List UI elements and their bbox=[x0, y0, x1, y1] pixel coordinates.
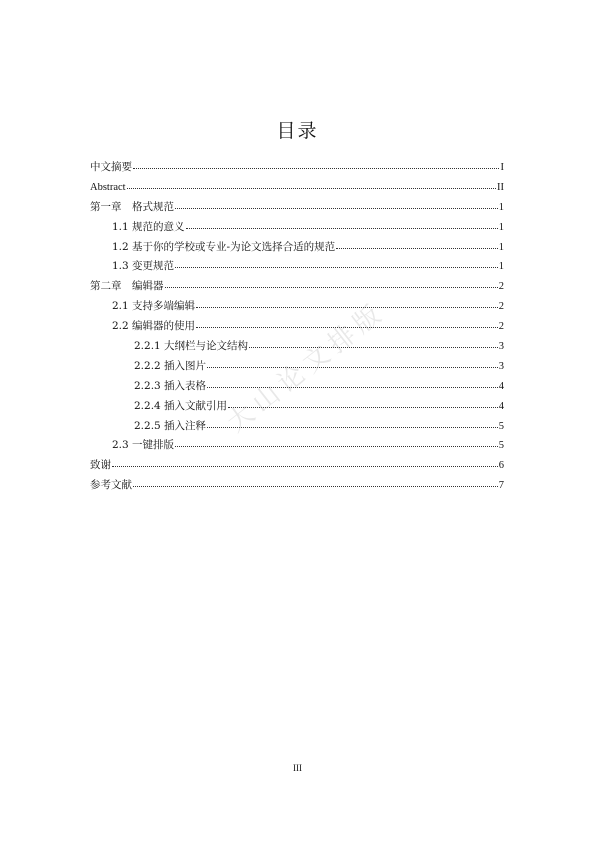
toc-entry[interactable] bbox=[90, 218, 504, 238]
dot-leader bbox=[127, 180, 496, 190]
toc-entry-page: 7 bbox=[498, 480, 504, 492]
dot-leader bbox=[175, 200, 498, 210]
toc-entry[interactable] bbox=[90, 257, 504, 277]
dot-leader bbox=[207, 359, 498, 369]
toc-entry[interactable] bbox=[90, 456, 504, 476]
toc-entry-page: 4 bbox=[498, 400, 504, 412]
dot-leader bbox=[196, 319, 498, 329]
dot-leader bbox=[175, 438, 498, 448]
toc-entry-page: 2 bbox=[498, 281, 504, 293]
dot-leader bbox=[196, 299, 498, 309]
toc-entry-label: Abstract bbox=[90, 181, 126, 193]
table-of-contents bbox=[90, 158, 504, 496]
toc-entry-label: 2.2 编辑器的使用 bbox=[112, 320, 196, 333]
page-number: III bbox=[293, 763, 302, 773]
toc-entry[interactable] bbox=[90, 158, 504, 178]
toc-entry-page: I bbox=[500, 162, 504, 173]
dot-leader bbox=[207, 379, 498, 389]
toc-entry[interactable] bbox=[90, 436, 504, 456]
toc-entry-page: 3 bbox=[498, 341, 504, 353]
toc-entry-label: 2.2.3 插入表格 bbox=[134, 379, 207, 392]
toc-entry-page: 3 bbox=[498, 360, 504, 372]
toc-entry[interactable] bbox=[90, 417, 504, 437]
dot-leader bbox=[165, 279, 498, 289]
toc-entry-label: 1.3 变更规范 bbox=[112, 260, 175, 273]
toc-entry-page: 1 bbox=[498, 261, 504, 273]
dot-leader bbox=[249, 339, 498, 349]
toc-entry-page: 1 bbox=[498, 241, 504, 253]
toc-entry-label: 2.3 一键排版 bbox=[112, 439, 175, 452]
dot-leader bbox=[207, 419, 498, 429]
dot-leader bbox=[175, 259, 498, 269]
dot-leader bbox=[133, 478, 498, 488]
toc-entry-label: 中文摘要 bbox=[90, 161, 132, 173]
toc-entry[interactable] bbox=[90, 277, 504, 297]
dot-leader bbox=[228, 399, 498, 409]
toc-entry[interactable] bbox=[90, 476, 504, 496]
toc-entry-page: 1 bbox=[498, 201, 504, 213]
toc-entry[interactable] bbox=[90, 337, 504, 357]
toc-entry-label: 2.2.2 插入图片 bbox=[134, 359, 207, 372]
toc-entry[interactable] bbox=[90, 238, 504, 258]
page-title: 目录 bbox=[276, 120, 319, 142]
toc-entry-label: 致谢 bbox=[90, 459, 111, 472]
toc-entry-label: 参考文献 bbox=[90, 479, 132, 492]
toc-entry[interactable] bbox=[90, 377, 504, 397]
toc-entry[interactable] bbox=[90, 297, 504, 317]
dot-leader bbox=[186, 220, 498, 230]
toc-entry-label: 2.1 支持多端编辑 bbox=[112, 300, 196, 313]
toc-entry-label: 2.2.5 插入注释 bbox=[134, 419, 207, 432]
toc-entry-page: 1 bbox=[498, 221, 504, 233]
toc-entry-page: 2 bbox=[498, 321, 504, 333]
toc-entry-label: 2.2.4 插入文献引用 bbox=[134, 399, 228, 412]
toc-entry-page: 5 bbox=[498, 420, 504, 432]
watermark: 大山论文排版 bbox=[221, 296, 392, 439]
dot-leader bbox=[133, 160, 499, 170]
toc-entry-label: 第二章 编辑器 bbox=[90, 280, 164, 293]
toc-entry[interactable] bbox=[90, 178, 504, 198]
toc-entry-page: 6 bbox=[498, 460, 504, 472]
toc-entry-label: 2.2.1 大纲栏与论文结构 bbox=[134, 340, 249, 353]
toc-entry-label: 1.1 规范的意义 bbox=[112, 220, 185, 233]
toc-entry-page: 5 bbox=[498, 440, 504, 452]
toc-entry-page: 4 bbox=[498, 380, 504, 392]
toc-entry[interactable] bbox=[90, 357, 504, 377]
toc-entry-label: 1.2 基于你的学校或专业-为论文选择合适的规范 bbox=[112, 240, 336, 253]
toc-entry[interactable] bbox=[90, 317, 504, 337]
toc-entry[interactable] bbox=[90, 397, 504, 417]
toc-entry[interactable] bbox=[90, 198, 504, 218]
toc-entry-page: 2 bbox=[498, 301, 504, 313]
dot-leader bbox=[112, 458, 498, 468]
dot-leader bbox=[336, 240, 498, 250]
toc-entry-label: 第一章 格式规范 bbox=[90, 200, 174, 213]
toc-entry-page: II bbox=[497, 181, 504, 193]
